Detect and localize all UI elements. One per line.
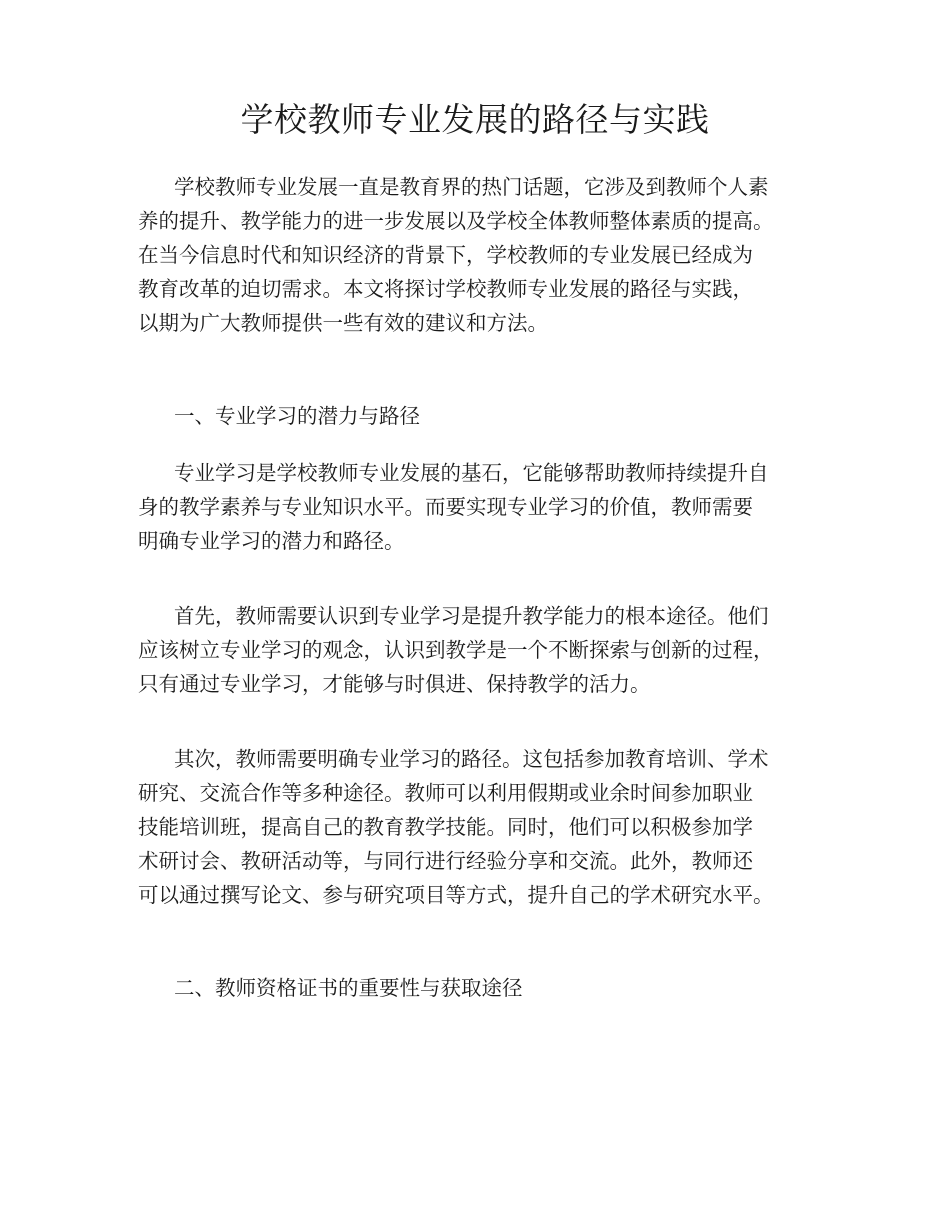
- paragraph-line: 研究、交流合作等多种途径。教师可以利用假期或业余时间参加职业: [138, 781, 753, 805]
- paragraph-line: 教育改革的迫切需求。本文将探讨学校教师专业发展的路径与实践，: [138, 277, 753, 301]
- paragraph-line: 学校教师专业发展一直是教育界的热门话题，它涉及到教师个人素: [174, 175, 769, 199]
- section1-paragraph-2: [138, 599, 838, 701]
- section-heading-1: 一、专业学习的潜力与路径: [174, 404, 420, 428]
- paragraph-line: 明确专业学习的潜力和路径。: [138, 529, 405, 553]
- paragraph-line: 以期为广大教师提供一些有效的建议和方法。: [138, 311, 548, 335]
- paragraph-line: 身的教学素养与专业知识水平。而要实现专业学习的价值，教师需要: [138, 495, 753, 519]
- paragraph-line: 术研讨会、教研活动等，与同行进行经验分享和交流。此外，教师还: [138, 849, 753, 873]
- paragraph-line: 首先，教师需要认识到专业学习是提升教学能力的根本途径。他们: [174, 604, 769, 628]
- paragraph-line: 技能培训班，提高自己的教育教学技能。同时，他们可以积极参加学: [138, 815, 753, 839]
- paragraph-line: 养的提升、教学能力的进一步发展以及学校全体教师整体素质的提高。: [138, 209, 774, 233]
- section-heading-2: 二、教师资格证书的重要性与获取途径: [174, 976, 523, 1000]
- paragraph-line: 只有通过专业学习，才能够与时俱进、保持教学的活力。: [138, 672, 651, 696]
- document-title: 学校教师专业发展的路径与实践: [240, 100, 710, 139]
- paragraph-line: 在当今信息时代和知识经济的背景下，学校教师的专业发展已经成为: [138, 243, 753, 267]
- paragraph-line: 专业学习是学校教师专业发展的基石，它能够帮助教师持续提升自: [174, 461, 769, 485]
- paragraph-line: 其次，教师需要明确专业学习的路径。这包括参加教育培训、学术: [174, 747, 769, 771]
- paragraph-line: 可以通过撰写论文、参与研究项目等方式，提升自己的学术研究水平。: [138, 883, 774, 907]
- intro-paragraph: [138, 170, 838, 340]
- paragraph-line: 应该树立专业学习的观念，认识到教学是一个不断探索与创新的过程，: [138, 638, 774, 662]
- section1-paragraph-1: [138, 456, 838, 558]
- section1-paragraph-3: [138, 742, 838, 912]
